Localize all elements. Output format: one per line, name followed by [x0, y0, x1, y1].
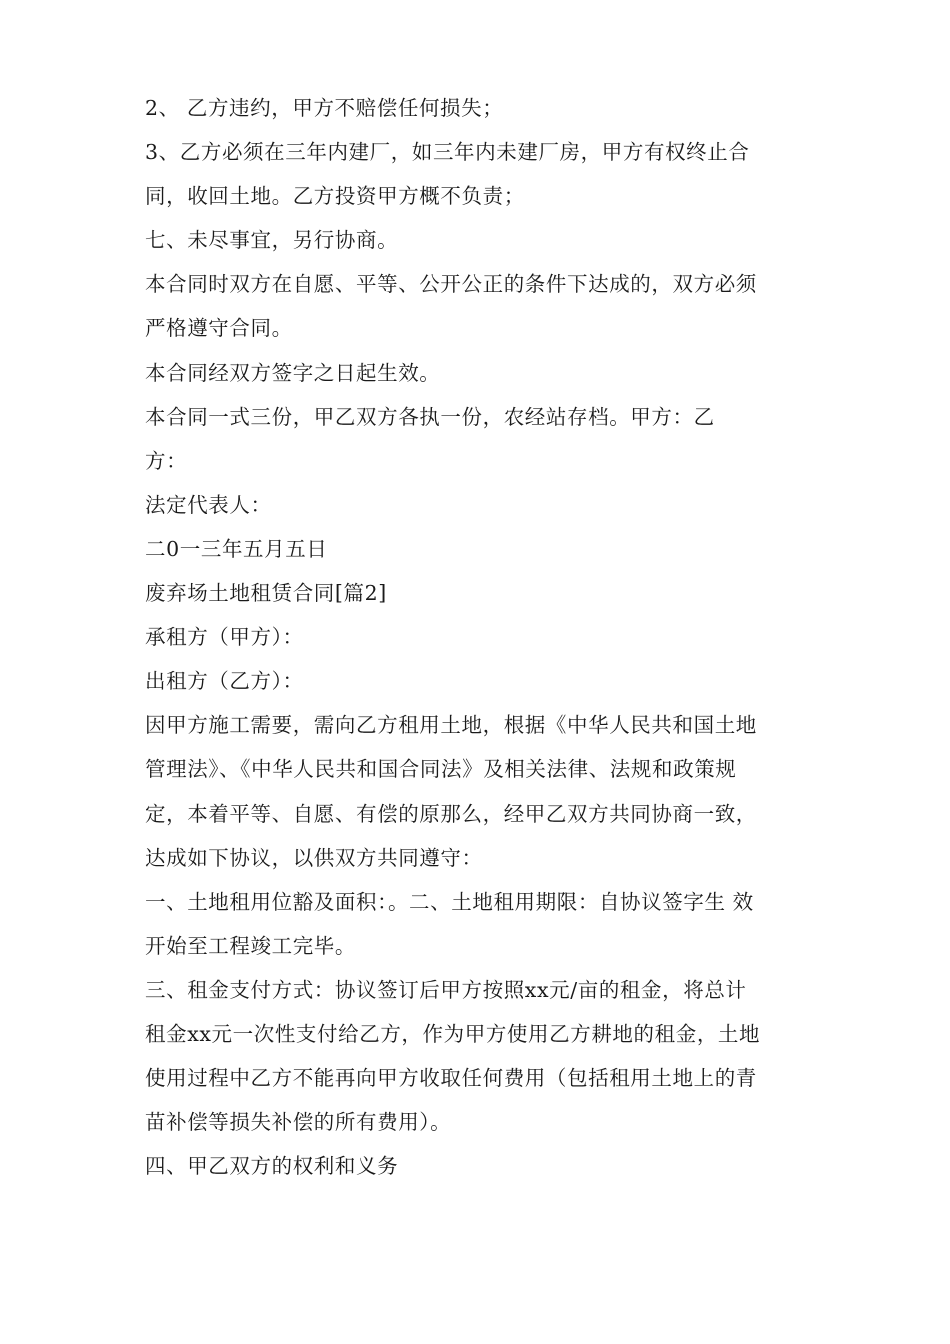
text-line: 三、租金支付方式：协议签订后甲方按照xx元/亩的租金，将总计 — [145, 977, 747, 1002]
text-line: 租金xx元一次性支付给乙方，作为甲方使用乙方耕地的租金，土地 — [145, 1021, 761, 1046]
text-line: 因甲方施工需要，需向乙方租用土地，根据《中华人民共和国土地 — [145, 713, 757, 738]
text-line: 一、土地租用位豁及面积：。二、土地租用期限：自协议签字生 效 — [145, 889, 754, 914]
document-body — [145, 92, 810, 1194]
date-line: 二0一三年五月五日 — [145, 536, 328, 561]
text-line: 本合同时双方在自愿、平等、公开公正的条件下达成的，双方必须 — [145, 272, 757, 297]
party-label: 承租方（甲方）： — [145, 625, 304, 650]
party-label: 出租方（乙方）： — [145, 669, 304, 694]
text-line: 四、甲乙双方的权利和义务 — [145, 1154, 399, 1179]
text-line: 严格遵守合同。 — [145, 316, 293, 341]
text-line: 方： — [145, 448, 188, 473]
text-line: 开始至工程竣工完毕。 — [145, 933, 356, 958]
text-line: 达成如下协议，以供双方共同遵守： — [145, 845, 483, 870]
text-line: 本合同经双方签字之日起生效。 — [145, 360, 441, 385]
text-line: 定，本着平等、自愿、有偿的原那么，经甲乙双方共同协商一致， — [145, 801, 757, 826]
text-line: 同，收回土地。乙方投资甲方概不负责； — [145, 184, 525, 209]
text-line: 本合同一式三份，甲乙双方各执一份，农经站存档。甲方：乙 — [145, 404, 715, 429]
section-title: 废弃场土地租赁合同[篇2] — [145, 581, 387, 606]
text-line: 七、未尽事宜，另行协商。 — [145, 228, 399, 253]
text-line: 使用过程中乙方不能再向甲方收取任何费用（包括租用土地上的青 — [145, 1066, 757, 1091]
text-line: 苗补偿等损失补偿的所有费用）。 — [145, 1110, 452, 1135]
text-line: 2、 乙方违约，甲方不赔偿任何损失； — [145, 96, 504, 120]
signature-label: 法定代表人： — [145, 492, 272, 517]
text-line: 管理法》、《中华人民共和国合同法》及相关法律、法规和政策规 — [145, 757, 737, 782]
text-line: 3、乙方必须在三年内建厂，如三年内未建厂房，甲方有权终止合 — [145, 140, 750, 165]
